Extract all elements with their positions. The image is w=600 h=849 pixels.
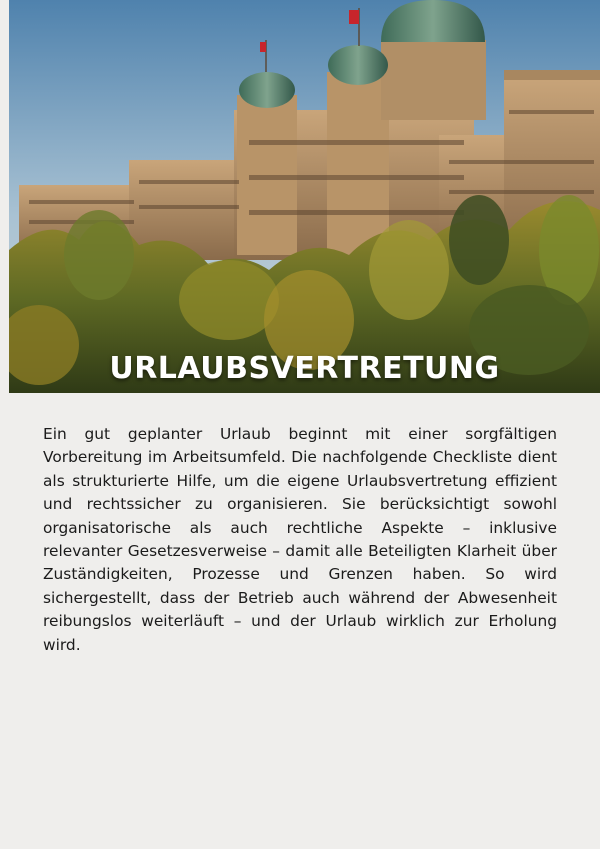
hero-image bbox=[9, 0, 600, 393]
page-title: URLAUBSVERTRETUNG bbox=[109, 351, 500, 386]
parliament-building-illustration bbox=[9, 0, 600, 393]
intro-paragraph: Ein gut geplanter Urlaub beginnt mit einer sorgfältigen Vorbereitung im Arbeitsumfeld. Die nachfolgende Checkliste dient als strukturierte Hilfe, um die eigene Urlaubsvertretung effizient und rechtssicher zu organisieren. Sie berücksichtigt sowohl organisatorische als auch rechtliche Aspekte – inklusive relevanter Gesetzesverweise – damit alle Beteiligten Klarheit über Zuständigkeiten, Prozesse und Grenzen haben. So wird sichergestellt, dass der Betrieb auch während der Abwesenheit reibungslos weiterläuft – und der Urlaub wirklich zur Erholung wird. bbox=[43, 425, 557, 654]
